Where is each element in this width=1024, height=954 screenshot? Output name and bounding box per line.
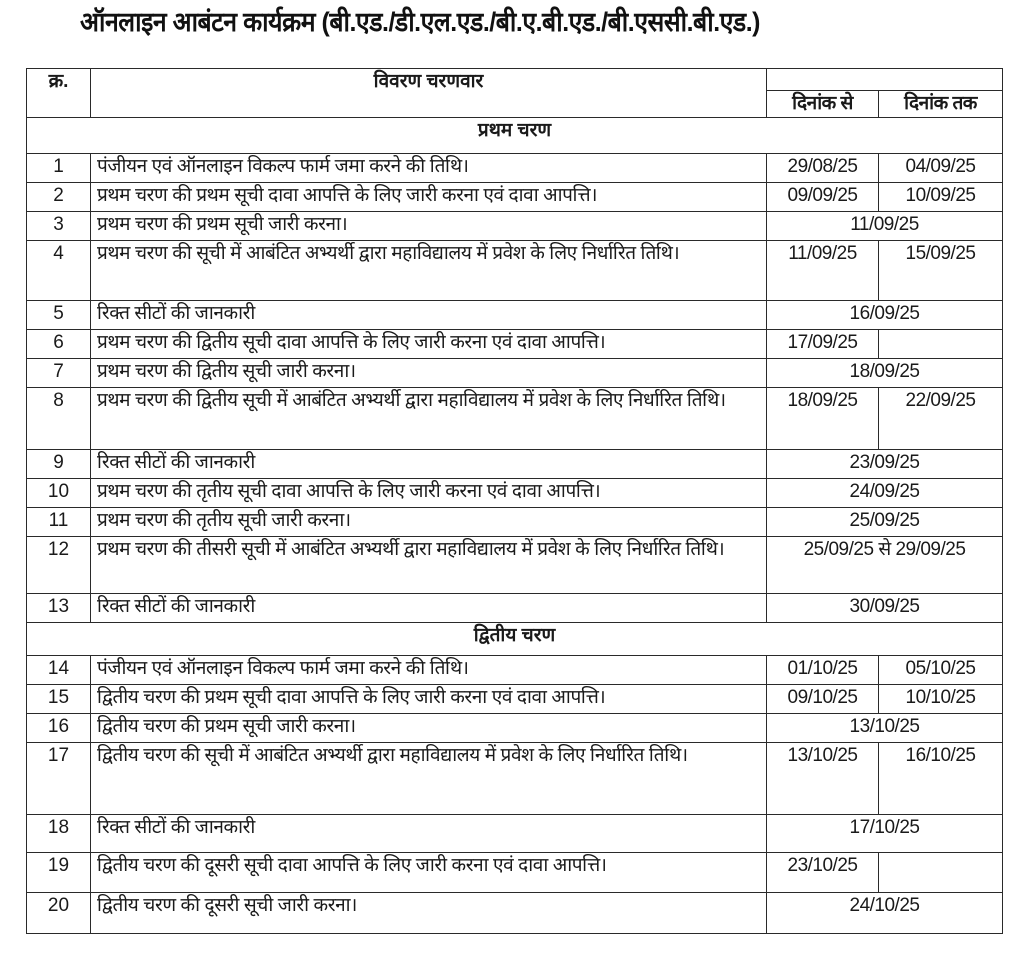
table-row	[27, 241, 1003, 301]
row-date-from: 13/10/25	[767, 743, 879, 815]
row-date-single: 30/09/25	[767, 594, 1003, 623]
row-date-to: 15/09/25	[879, 241, 1003, 301]
row-date-from: 23/10/25	[767, 853, 879, 893]
row-description: रिक्त सीटों की जानकारी	[91, 815, 767, 853]
row-serial: 2	[27, 183, 91, 212]
row-serial: 8	[27, 388, 91, 450]
row-date-to	[879, 853, 1003, 893]
row-serial: 9	[27, 450, 91, 479]
table-row	[27, 594, 1003, 623]
schedule-table	[26, 68, 1003, 934]
row-description: द्वितीय चरण की दूसरी सूची दावा आपत्ति के लिए जारी करना एवं दावा आपत्ति।	[91, 853, 767, 893]
row-date-single: 18/09/25	[767, 359, 1003, 388]
table-row	[27, 893, 1003, 934]
table-row	[27, 359, 1003, 388]
row-description: द्वितीय चरण की दूसरी सूची जारी करना।	[91, 893, 767, 934]
row-date-single: 17/10/25	[767, 815, 1003, 853]
row-description: प्रथम चरण की तृतीय सूची जारी करना।	[91, 508, 767, 537]
row-serial: 18	[27, 815, 91, 853]
row-date-from: 17/09/25	[767, 330, 879, 359]
table-row	[27, 685, 1003, 714]
row-date-from: 09/10/25	[767, 685, 879, 714]
header-serial: क्र.	[27, 69, 91, 118]
table-row	[27, 508, 1003, 537]
table-row	[27, 301, 1003, 330]
table-row	[27, 183, 1003, 212]
row-serial: 4	[27, 241, 91, 301]
table-row	[27, 479, 1003, 508]
row-description: प्रथम चरण की तृतीय सूची दावा आपत्ति के लिए जारी करना एवं दावा आपत्ति।	[91, 479, 767, 508]
row-description: प्रथम चरण की प्रथम सूची दावा आपत्ति के लिए जारी करना एवं दावा आपत्ति।	[91, 183, 767, 212]
row-serial: 3	[27, 212, 91, 241]
row-description: द्वितीय चरण की प्रथम सूची दावा आपत्ति के लिए जारी करना एवं दावा आपत्ति।	[91, 685, 767, 714]
row-description: रिक्त सीटों की जानकारी	[91, 594, 767, 623]
row-date-single: 16/09/25	[767, 301, 1003, 330]
row-date-from: 18/09/25	[767, 388, 879, 450]
table-row	[27, 714, 1003, 743]
row-date-single: 25/09/25	[767, 508, 1003, 537]
table-row	[27, 853, 1003, 893]
row-date-from: 01/10/25	[767, 656, 879, 685]
row-date-single: 23/09/25	[767, 450, 1003, 479]
table-row	[27, 212, 1003, 241]
table-row	[27, 388, 1003, 450]
row-serial: 16	[27, 714, 91, 743]
row-description: पंजीयन एवं ऑनलाइन विकल्प फार्म जमा करने की तिथि।	[91, 154, 767, 183]
row-description: प्रथम चरण की द्वितीय सूची जारी करना।	[91, 359, 767, 388]
table-row	[27, 537, 1003, 594]
row-date-single: 24/10/25	[767, 893, 1003, 934]
row-date-to	[879, 330, 1003, 359]
header-description: विवरण चरणवार	[91, 69, 767, 118]
row-description: रिक्त सीटों की जानकारी	[91, 450, 767, 479]
header-date-group	[767, 69, 1003, 91]
row-description: पंजीयन एवं ऑनलाइन विकल्प फार्म जमा करने की तिथि।	[91, 656, 767, 685]
row-description: प्रथम चरण की सूची में आबंटित अभ्यर्थी द्वारा महाविद्यालय में प्रवेश के लिए निर्धारित तिथि।	[91, 241, 767, 301]
row-serial: 11	[27, 508, 91, 537]
row-date-to: 22/09/25	[879, 388, 1003, 450]
row-serial: 6	[27, 330, 91, 359]
row-date-to: 05/10/25	[879, 656, 1003, 685]
table-row	[27, 656, 1003, 685]
row-date-from: 29/08/25	[767, 154, 879, 183]
row-serial: 13	[27, 594, 91, 623]
row-description: प्रथम चरण की प्रथम सूची जारी करना।	[91, 212, 767, 241]
row-date-to: 10/10/25	[879, 685, 1003, 714]
header-date-to: दिनांक तक	[879, 91, 1003, 118]
row-serial: 7	[27, 359, 91, 388]
row-serial: 20	[27, 893, 91, 934]
row-serial: 10	[27, 479, 91, 508]
row-description: द्वितीय चरण की प्रथम सूची जारी करना।	[91, 714, 767, 743]
row-serial: 15	[27, 685, 91, 714]
header-date-from: दिनांक से	[767, 91, 879, 118]
row-serial: 17	[27, 743, 91, 815]
row-description: प्रथम चरण की तीसरी सूची में आबंटित अभ्यर्थी द्वारा महाविद्यालय में प्रवेश के लिए निर्धारित तिथि।	[91, 537, 767, 594]
row-date-from: 09/09/25	[767, 183, 879, 212]
section-title: प्रथम चरण	[27, 118, 1003, 154]
table-row	[27, 815, 1003, 853]
row-date-single: 25/09/25 से 29/09/25	[767, 537, 1003, 594]
section-row	[27, 118, 1003, 154]
section-title: द्वितीय चरण	[27, 623, 1003, 656]
table-row	[27, 154, 1003, 183]
row-date-single: 11/09/25	[767, 212, 1003, 241]
row-date-from: 11/09/25	[767, 241, 879, 301]
row-serial: 12	[27, 537, 91, 594]
header-row-1	[27, 69, 1003, 91]
section-row	[27, 623, 1003, 656]
row-date-single: 13/10/25	[767, 714, 1003, 743]
row-serial: 19	[27, 853, 91, 893]
row-serial: 5	[27, 301, 91, 330]
row-serial: 1	[27, 154, 91, 183]
document-title: ऑनलाइन आबंटन कार्यक्रम (बी.एड./डी.एल.एड./बी.ए.बी.एड./बी.एससी.बी.एड.)	[80, 7, 760, 37]
table-row	[27, 330, 1003, 359]
row-description: प्रथम चरण की द्वितीय सूची में आबंटित अभ्यर्थी द्वारा महाविद्यालय में प्रवेश के लिए निर्धारित तिथि।	[91, 388, 767, 450]
row-description: रिक्त सीटों की जानकारी	[91, 301, 767, 330]
row-description: प्रथम चरण की द्वितीय सूची दावा आपत्ति के लिए जारी करना एवं दावा आपत्ति।	[91, 330, 767, 359]
row-date-to: 04/09/25	[879, 154, 1003, 183]
row-description: द्वितीय चरण की सूची में आबंटित अभ्यर्थी द्वारा महाविद्यालय में प्रवेश के लिए निर्धारित तिथि।	[91, 743, 767, 815]
row-date-single: 24/09/25	[767, 479, 1003, 508]
row-date-to: 16/10/25	[879, 743, 1003, 815]
row-date-to: 10/09/25	[879, 183, 1003, 212]
table-row	[27, 450, 1003, 479]
row-serial: 14	[27, 656, 91, 685]
table-row	[27, 743, 1003, 815]
